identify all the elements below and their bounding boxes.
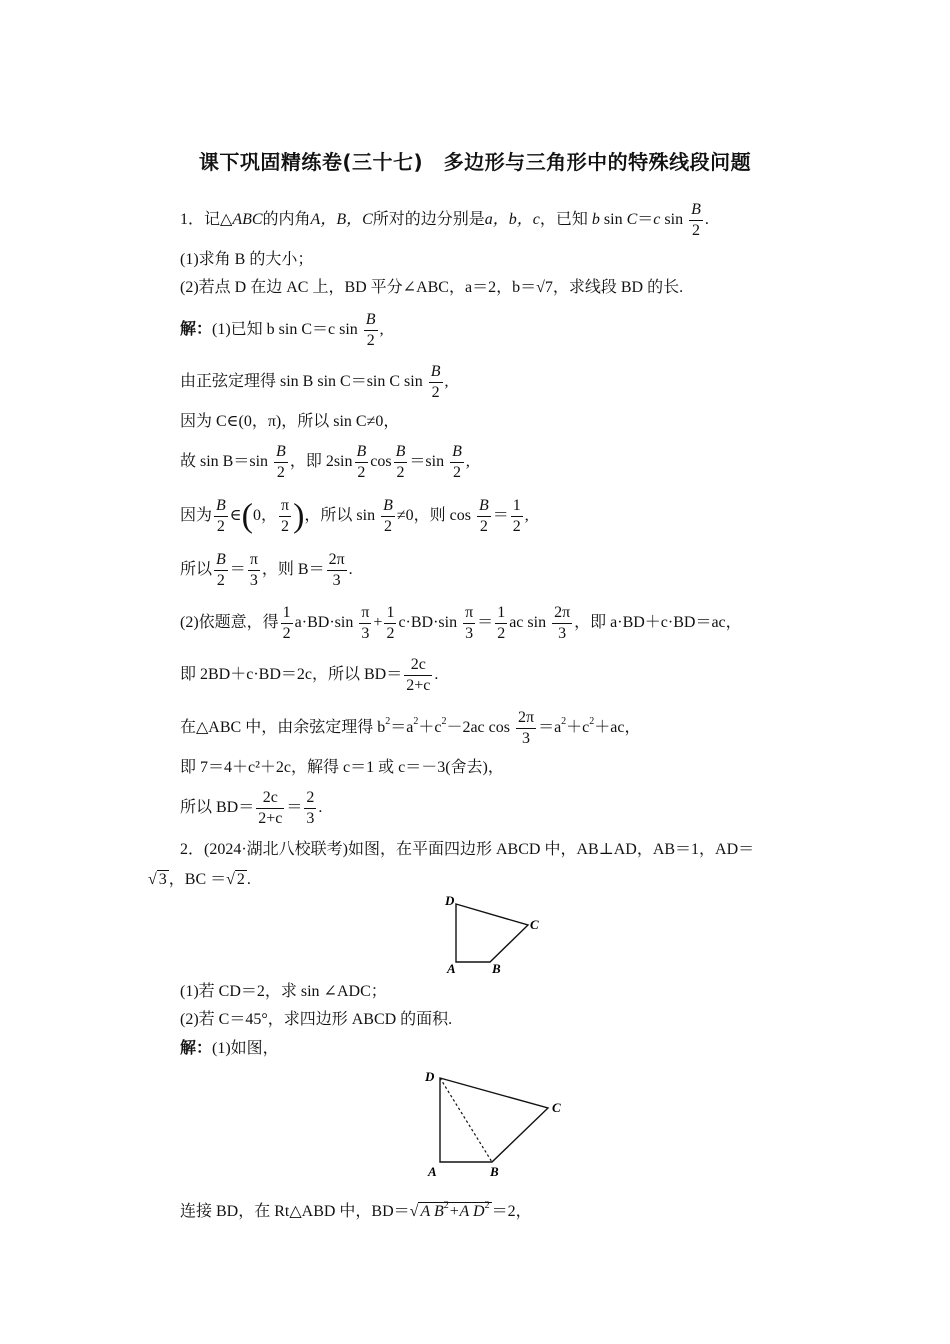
fraction: $\frac{2c}{2+c}$: [258, 789, 283, 827]
solution-1-line-5: 因为 $\frac{B}{2}$ ∈(0， $\frac{\pi}{2}$ )，所以 sin $\frac{B}{2}$ ≠0，则 cos $\frac{B}{2}$ ＝ $\frac{1}{2}$ ,: [180, 497, 529, 535]
fraction: $\frac{1}{2}$: [497, 604, 506, 642]
fraction: $\frac{B}{2}$: [365, 311, 376, 349]
solution-1-line-11: 所以 BD＝ $\frac{2c}{2+c}$ ＝ $\frac{2}{3}$ .: [180, 789, 323, 827]
fraction: $\frac{\pi}{3}$: [249, 551, 258, 589]
label-b: B: [492, 961, 501, 976]
solution-1-line-6: 所以 $\frac{B}{2}$ ＝ $\frac{\pi}{3}$ ，则 B＝ $\frac{2\pi}{3}$ .: [180, 551, 353, 589]
solution-2-line-1: 解：(1)如图，: [180, 1038, 279, 1057]
fraction: $\frac{1}{2}$: [512, 497, 521, 535]
problem-2-q1: (1)若 CD＝2，求 sin ∠ADC；: [180, 983, 387, 1000]
page-title: 课下巩固精练卷(三十七) 多边形与三角形中的特殊线段问题: [198, 150, 752, 174]
problem-2-q2: (2)若 C＝45°，求四边形 ABCD 的面积.: [180, 1011, 453, 1028]
fraction: $\frac{2\pi}{3}$: [554, 604, 571, 642]
fraction: $\frac{B}{2}$: [383, 497, 393, 535]
fraction: $\frac{2c}{2+c}$: [406, 656, 431, 694]
fraction: $\frac{2}{3}$: [306, 789, 315, 827]
fraction: $\frac{B}{2}$: [478, 497, 489, 535]
problem-1-q1: (1)求角 B 的大小；: [180, 251, 314, 268]
label-d: D: [425, 1069, 435, 1084]
quadrilateral-figure-large: [420, 1064, 570, 1182]
label-c: C: [552, 1100, 561, 1115]
fraction: $\frac{B}{2}$: [430, 363, 441, 401]
solution-1-line-9: 在△ABC 中，由余弦定理得 $b^2=a^2+c^2-2ac$ cos $\frac{2\pi}{3}$ $=a^2+c^2+ac$，: [180, 709, 641, 747]
solution-1-line-1: 解：(1)已知 b sin C＝c sin $\frac{B}{2}$ ,: [180, 311, 384, 349]
problem-2-stem-1: 2．(2024·湖北八校联考)如图，在平面四边形 ABCD 中，AB⊥AD，AB＝1，AD＝: [180, 841, 755, 858]
solution-1-line-3: 因为 C∈(0，π)，所以 sin C≠0，: [180, 413, 400, 430]
fraction: $\frac{B}{2}$: [216, 551, 226, 589]
solution-1-line-4: 故 sin B＝sin $\frac{B}{2}$ ，即 2sin $\frac{B}{2}$ cos $\frac{B}{2}$ ＝sin $\frac{B}{2}$ ,: [180, 443, 470, 481]
quadrilateral-abcd: [440, 1078, 548, 1162]
quadrilateral-figure-small: [440, 892, 550, 977]
label-d: D: [445, 893, 455, 908]
fraction: $\frac{\pi}{2}$: [280, 497, 290, 535]
fraction: $\frac{\pi}{3}$: [361, 604, 370, 642]
fraction: $\frac{B}{2}$: [691, 201, 701, 239]
solution-1-line-7: (2)依题意，得 $\frac{1}{2}$ a·BD·sin $\frac{\pi}{3}$ + $\frac{1}{2}$ c·BD·sin $\frac{\pi}{3}$ ＝ $\frac{1}{2}$ ac sin $\frac{2\pi}{3}$ ，即 a·BD＋c·BD＝ac，: [180, 604, 742, 642]
fraction: $\frac{1}{2}$: [386, 604, 395, 642]
problem-2-stem-2: √ 3 ，BC ＝√ 2 .: [148, 871, 251, 888]
label-a: A: [447, 961, 456, 976]
solution-2-line-2: 连接 BD，在 Rt△ABD 中，BD＝√ A $B^2+A$ $D^2 =2$，: [180, 1200, 532, 1220]
solution-1-line-2: 由正弦定理得 sin B sin C＝sin C sin $\frac{B}{2}$ ,: [180, 363, 449, 401]
solution-1-line-8: 即 2BD＋c·BD＝2c，所以 BD＝ $\frac{2c}{2+c}$ .: [180, 656, 439, 694]
problem-1-q2: (2)若点 D 在边 AC 上，BD 平分∠ABC，a＝2，b＝√7，求线段 BD 的长.: [180, 279, 684, 296]
fraction: $\frac{B}{2}$: [395, 443, 406, 481]
fraction: $\frac{\pi}{3}$: [465, 604, 474, 642]
quadrilateral-abcd: [456, 904, 528, 962]
label-a: A: [428, 1164, 437, 1179]
fraction: $\frac{B}{2}$: [216, 497, 226, 535]
fraction: $\frac{2\pi}{3}$: [517, 709, 535, 747]
fraction: $\frac{B}{2}$: [356, 443, 367, 481]
fraction: $\frac{1}{2}$: [282, 604, 291, 642]
label-c: C: [530, 917, 539, 932]
solution-1-line-10: 即 7＝4＋c²＋2c，解得 c＝1 或 c＝－3(舍去)，: [180, 759, 504, 776]
problem-1-stem: 1．记△ABC的内角A，B，C所对的边分别是a，b，c，已知 b sin C＝c sin $\frac{B}{2}$ .: [180, 201, 709, 239]
fraction: $\frac{2\pi}{3}$: [328, 551, 345, 589]
label-b: B: [490, 1164, 499, 1179]
fraction: $\frac{B}{2}$: [276, 443, 286, 481]
fraction: $\frac{B}{2}$: [452, 443, 462, 481]
